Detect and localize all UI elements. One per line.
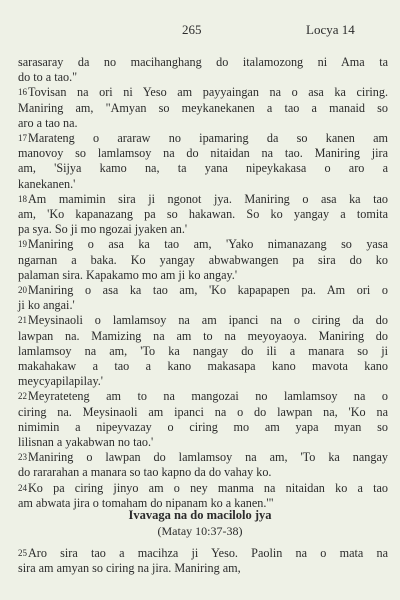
text-line bbox=[18, 283, 388, 298]
line-text: ngarnan a baka. Ko yangay abwabwangen pa sira do ko bbox=[18, 252, 388, 267]
line-text: am abwata jira o tomaham do nipanam ko a kanen.'" bbox=[18, 495, 274, 510]
verse-number: 21 bbox=[18, 315, 27, 326]
text-line bbox=[18, 374, 388, 389]
text-line bbox=[18, 116, 388, 131]
text-line bbox=[18, 177, 388, 192]
line-text: sarasaray da no macihanghang do italamozong ni Ama ta bbox=[18, 55, 388, 69]
line-text: sira am amyan so ciring na jira. Maniring am, bbox=[18, 561, 241, 576]
text-line bbox=[18, 253, 388, 268]
line-text: manovoy so lamlamsoy na do nitaidan na tao. Maniring jira bbox=[18, 146, 388, 161]
text-line bbox=[18, 85, 388, 100]
section-reference: (Matay 10:37-38) bbox=[157, 524, 243, 538]
line-text: am, 'Ko kapanazang pa so hakawan. So ko yangay a tomita bbox=[18, 207, 388, 222]
line-text: Meyrateteng am to na mangozai no lamlamsoy na o bbox=[28, 389, 388, 404]
line-text: Tovisan na ori ni Yeso am payyaingan na o asa ka ciring. bbox=[28, 85, 388, 100]
text-line bbox=[18, 420, 388, 435]
line-text: do to a tao." bbox=[18, 70, 78, 85]
text-line bbox=[18, 207, 388, 222]
line-text: Maniring o asa ka tao am, 'Yako nimanazang so yasa bbox=[28, 237, 388, 252]
text-line bbox=[18, 237, 388, 252]
line-text: Aro sira tao a macihza ji Yeso. Paolin na o mata na bbox=[28, 546, 388, 560]
text-line bbox=[18, 465, 388, 480]
text-line bbox=[18, 481, 388, 496]
line-text: Ko pa ciring jinyo am o ney manma na nitaidan ko a tao bbox=[28, 480, 388, 495]
text-line bbox=[18, 298, 388, 313]
line-text: ji ko angai.' bbox=[18, 298, 75, 313]
line-text: nimimin a nipeyvazay o ciring mo am yapa myan so bbox=[18, 419, 388, 434]
verse-number: 18 bbox=[18, 193, 27, 204]
line-text: aro a tao na. bbox=[18, 115, 78, 130]
verse-number: 23 bbox=[18, 452, 27, 463]
text-line bbox=[18, 389, 388, 404]
text-line bbox=[18, 161, 388, 176]
section-title: Ivavaga na do macilolo jya bbox=[128, 508, 272, 522]
text-line bbox=[18, 70, 388, 85]
line-text: ciring na. Meysinaoli am ipanci na o do lawpan na, 'Ko na bbox=[18, 404, 388, 419]
line-text: do rararahan a manara so tao kapno da do vahay ko. bbox=[18, 465, 272, 480]
line-text: Maniring o lawpan do lamlamsoy na am, 'To ka nangay bbox=[28, 450, 388, 465]
verse-number: 24 bbox=[18, 482, 27, 493]
text-line bbox=[18, 450, 388, 465]
text-line bbox=[18, 55, 388, 70]
line-text: lawpan na. Mamizing na am to na meyoyaoya. Maniring do bbox=[18, 328, 388, 343]
text-line bbox=[18, 329, 388, 344]
verse-number: 17 bbox=[18, 133, 27, 144]
verse-number: 25 bbox=[18, 548, 27, 558]
line-text: am, 'Sijya kamo na, ta yana nipeykakasa o aro a bbox=[18, 161, 388, 176]
line-text: makahakaw a tao a kano makasapa kano mavota kano bbox=[18, 359, 388, 374]
page-number: 265 bbox=[182, 22, 202, 37]
text-line bbox=[18, 313, 388, 328]
verse-number: 16 bbox=[18, 87, 27, 98]
line-text: Marateng o araraw no ipamaring da so kanen am bbox=[28, 131, 388, 146]
body-text bbox=[18, 55, 388, 511]
running-head: Locya 14 bbox=[306, 22, 355, 37]
tail-text bbox=[18, 546, 388, 576]
line-text: Maniring o asa ka tao am, 'Ko kapapapen pa. Am ori o bbox=[28, 283, 388, 298]
line-text: palaman sira. Kapakamo mo am ji ko angay.' bbox=[18, 267, 238, 282]
text-line bbox=[18, 222, 388, 237]
text-line bbox=[18, 405, 388, 420]
text-line bbox=[18, 561, 388, 576]
verse-number: 19 bbox=[18, 239, 27, 250]
text-line bbox=[18, 546, 388, 561]
verse-number: 20 bbox=[18, 285, 27, 296]
line-text: Am mamimin sira ji ngonot jya. Maniring o asa ka tao bbox=[28, 191, 388, 206]
text-line bbox=[18, 192, 388, 207]
text-line bbox=[18, 131, 388, 146]
text-line bbox=[18, 359, 388, 374]
text-line bbox=[18, 268, 388, 283]
line-text: lilisnan a yakabwan no tao.' bbox=[18, 435, 154, 450]
text-line bbox=[18, 344, 388, 359]
line-text: meycyapilapilay.' bbox=[18, 374, 103, 389]
text-line bbox=[18, 146, 388, 161]
line-text: kanekanen.' bbox=[18, 176, 76, 191]
text-line bbox=[18, 101, 388, 116]
verse-number: 22 bbox=[18, 391, 27, 402]
text-line bbox=[18, 435, 388, 450]
line-text: lamlamsoy na am, 'To ka nangay do ili a manara so ji bbox=[18, 343, 388, 358]
line-text: Meysinaoli o lamlamsoy na am ipanci na o ciring da do bbox=[28, 313, 388, 328]
line-text: pa sya. So ji mo ngozai jyaken an.' bbox=[18, 222, 188, 237]
line-text: Maniring am, "Amyan so meykanekanen a tao a manaid so bbox=[18, 100, 388, 115]
